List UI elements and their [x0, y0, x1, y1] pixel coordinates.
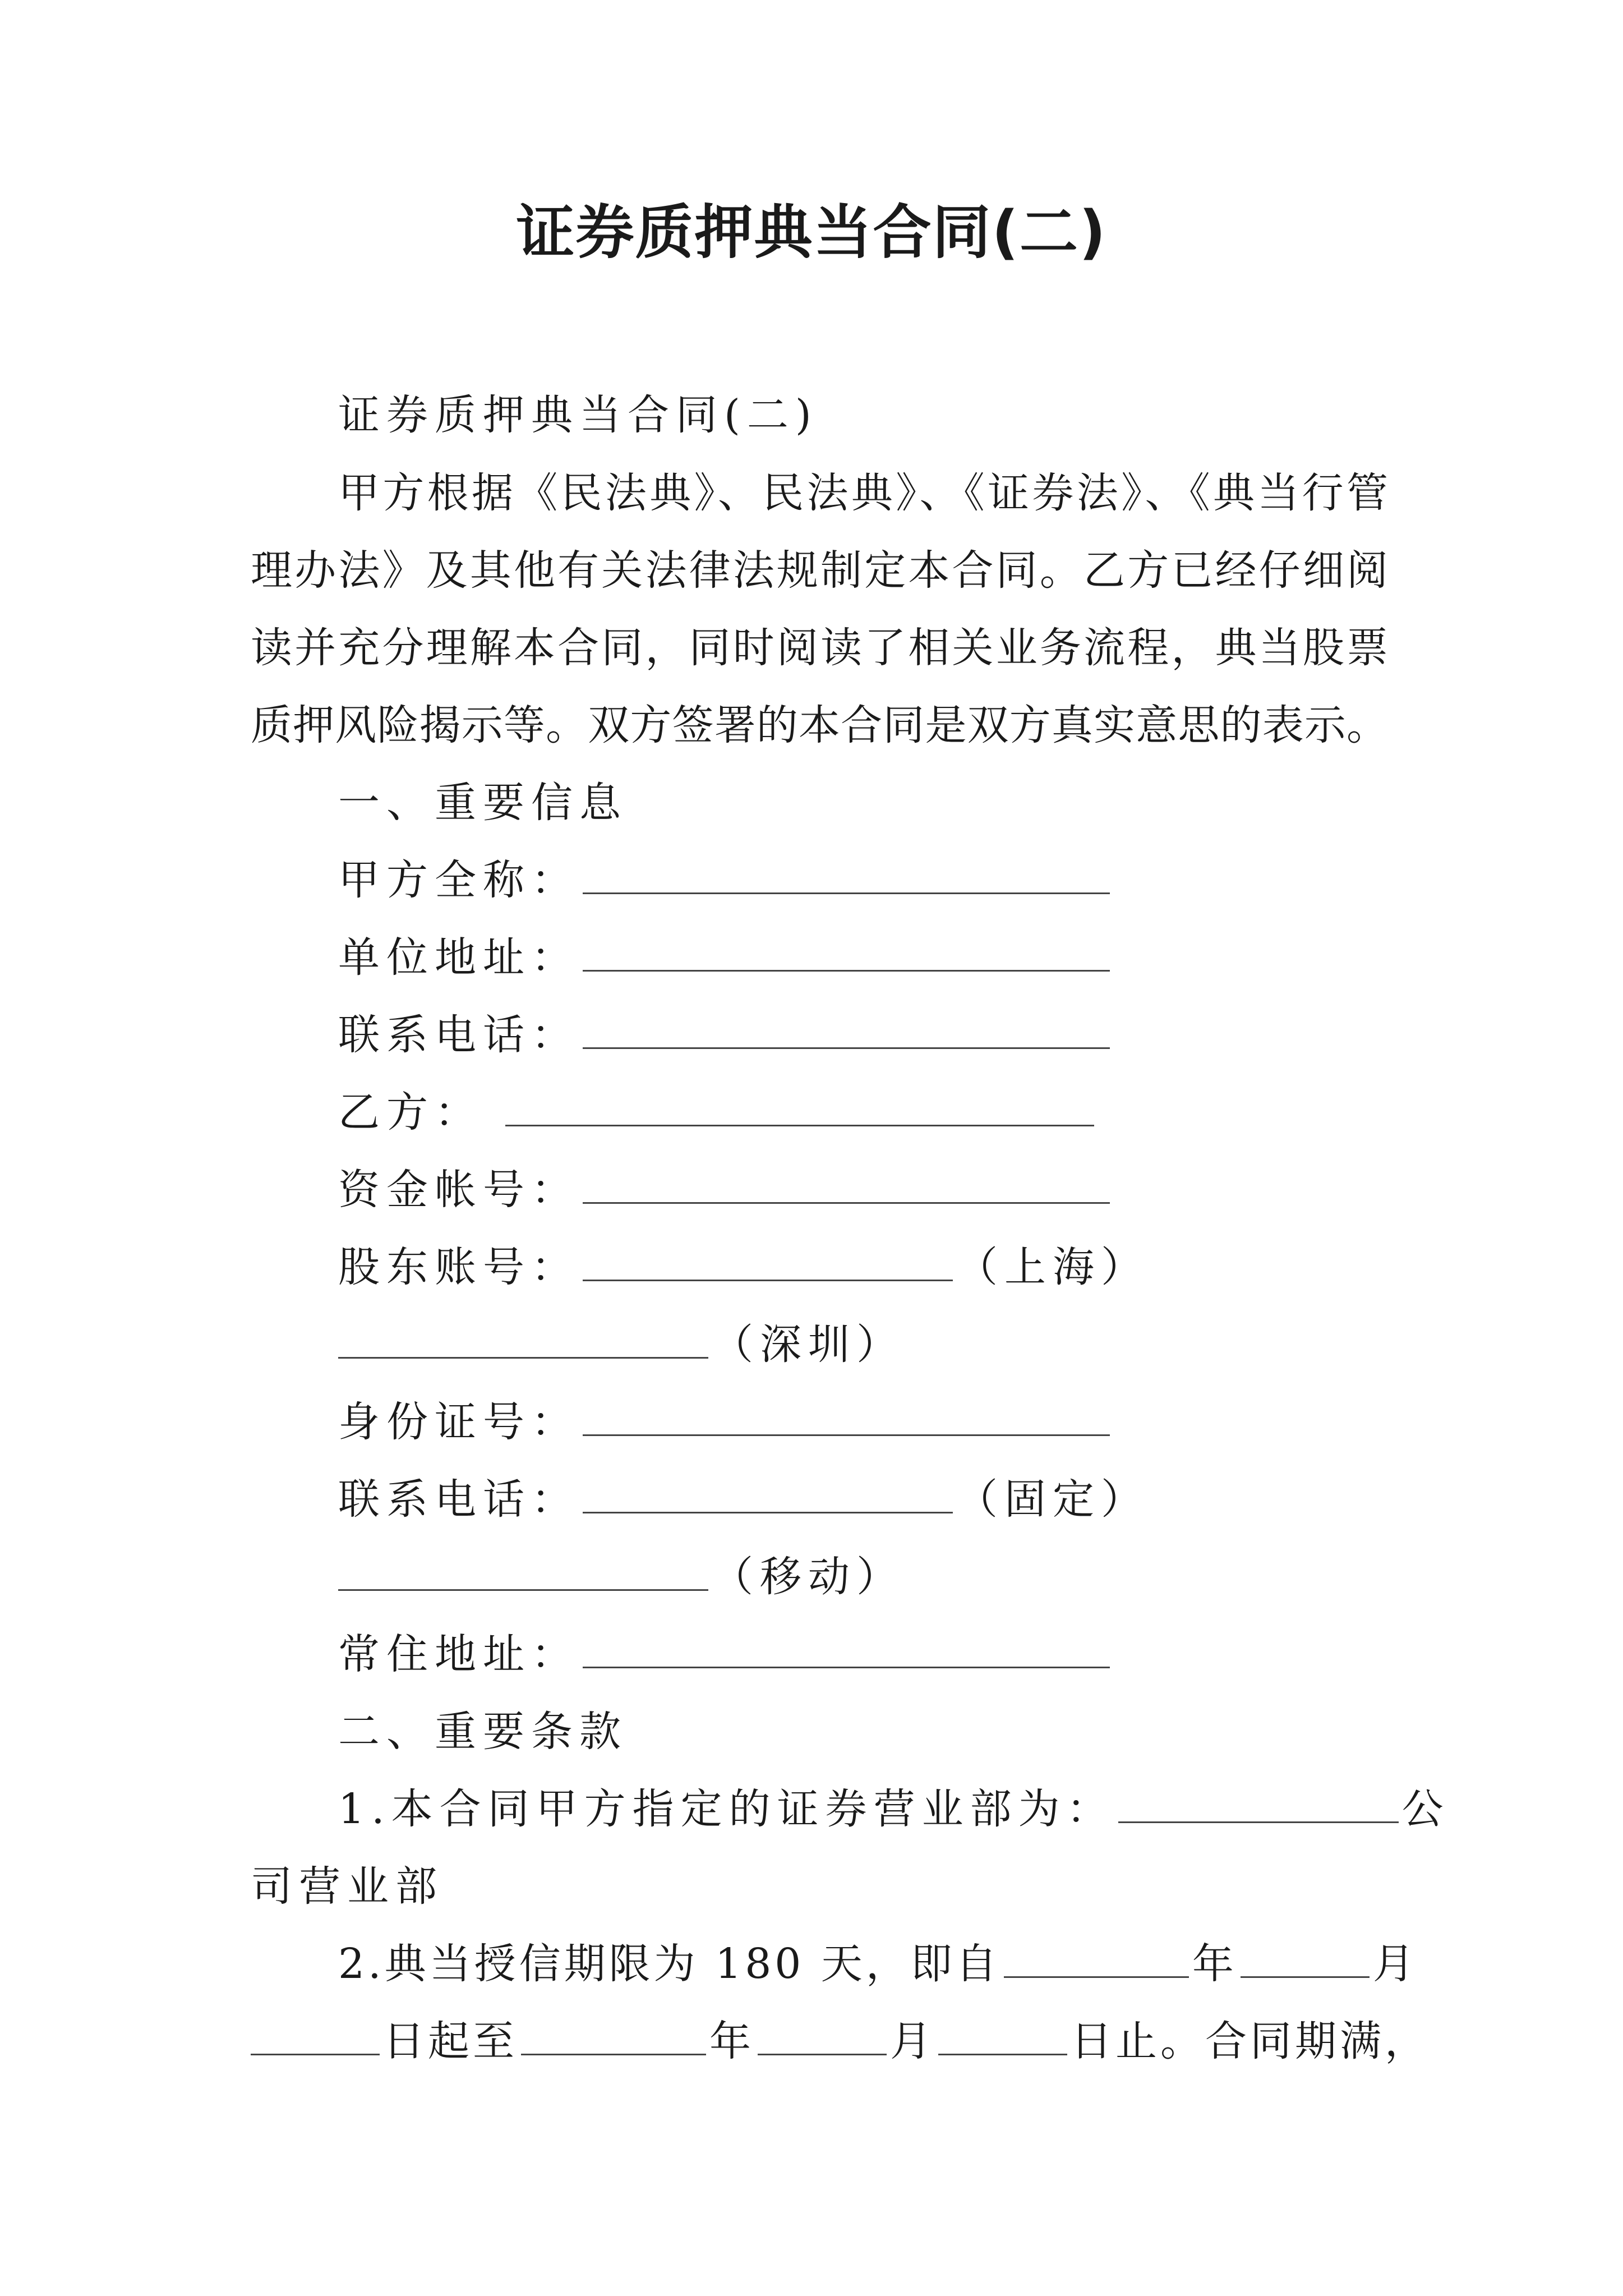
clause-1-continuation: 司营业部	[251, 1862, 444, 1911]
end-year-label: 年	[709, 2017, 754, 2065]
residence-row	[338, 1630, 1113, 1678]
phone-a-label: 联系电话：	[338, 1011, 579, 1059]
clause-2-row	[338, 1940, 1418, 1988]
start-month-label: 月	[1372, 1940, 1418, 1988]
phone-b-row	[338, 1475, 1149, 1524]
phone-fixed-blank[interactable]	[583, 1507, 953, 1513]
id-number-label: 身份证号：	[338, 1398, 579, 1446]
securities-office-blank[interactable]	[1118, 1817, 1399, 1823]
section-important-info: 一、重要信息	[338, 779, 628, 827]
end-month-blank[interactable]	[758, 2049, 887, 2055]
section-important-terms: 二、重要条款	[338, 1708, 628, 1756]
start-month-blank[interactable]	[1241, 1972, 1370, 1978]
shenzhen-row	[338, 1320, 905, 1369]
end-day-label: 日止。合同期满，	[1071, 2017, 1430, 2065]
intro-line-3: 读并充分理解本合同，同时阅读了相关业务流程，典当股票	[251, 624, 1388, 672]
clause-2-continuation	[251, 2017, 1430, 2065]
unit-address-row	[338, 933, 1113, 982]
start-year-label: 年	[1192, 1940, 1237, 1988]
intro-line-4: 质押风险揭示等。双方签署的本合同是双方真实意思的表示。	[251, 701, 1388, 749]
party-b-row	[338, 1088, 1098, 1137]
fund-account-blank[interactable]	[583, 1198, 1110, 1204]
end-day-blank[interactable]	[938, 2049, 1067, 2055]
phone-b-label: 联系电话：	[338, 1475, 579, 1524]
party-b-blank[interactable]	[505, 1120, 1094, 1126]
end-year-blank[interactable]	[521, 2049, 706, 2055]
start-year-blank[interactable]	[1004, 1972, 1189, 1978]
shareholder-account-label: 股东账号：	[338, 1243, 579, 1291]
end-month-label: 月	[890, 2017, 935, 2065]
clause-1-suffix: 公	[1401, 1785, 1450, 1833]
id-number-blank[interactable]	[583, 1430, 1110, 1436]
residence-label: 常住地址：	[338, 1630, 579, 1678]
shareholder-shanghai-blank[interactable]	[583, 1275, 953, 1281]
clause-1-row	[338, 1785, 1450, 1833]
fixed-label: （固定）	[956, 1475, 1149, 1524]
document-subtitle: 证券质押典当合同(二)	[338, 391, 818, 439]
fund-account-row	[338, 1166, 1113, 1214]
mobile-label: （移动）	[712, 1553, 905, 1601]
party-b-label: 乙方：	[338, 1088, 483, 1137]
residence-blank[interactable]	[583, 1662, 1110, 1668]
phone-a-row	[338, 1011, 1113, 1059]
intro-line-2: 理办法》及其他有关法律法规制定本合同。乙方已经仔细阅	[251, 546, 1388, 595]
shanghai-label: （上海）	[956, 1243, 1149, 1291]
party-a-name-blank[interactable]	[583, 888, 1110, 894]
shareholder-shenzhen-blank[interactable]	[338, 1352, 708, 1359]
start-day-blank[interactable]	[251, 2049, 380, 2055]
party-a-name-label: 甲方全称：	[338, 856, 579, 904]
party-a-name-row	[338, 856, 1113, 904]
shenzhen-label: （深圳）	[712, 1320, 905, 1369]
phone-a-blank[interactable]	[583, 1043, 1110, 1049]
unit-address-label: 单位地址：	[338, 933, 579, 982]
document-title: 证券质押典当合同(二)	[516, 198, 1107, 266]
mobile-row	[338, 1553, 905, 1601]
unit-address-blank[interactable]	[583, 965, 1110, 972]
fund-account-label: 资金帐号：	[338, 1166, 579, 1214]
clause-1-text: 1.本合同甲方指定的证券营业部为：	[338, 1785, 1115, 1833]
phone-mobile-blank[interactable]	[338, 1585, 708, 1591]
id-number-row	[338, 1398, 1113, 1446]
clause-2-text: 2.典当授信期限为 180 天，即自	[338, 1940, 1000, 1988]
shareholder-account-row	[338, 1243, 1149, 1291]
intro-line-1: 甲方根据《民法典》、民法典》、《证券法》、《典当行管	[338, 469, 1388, 517]
start-day-label: 日起至	[383, 2017, 518, 2065]
